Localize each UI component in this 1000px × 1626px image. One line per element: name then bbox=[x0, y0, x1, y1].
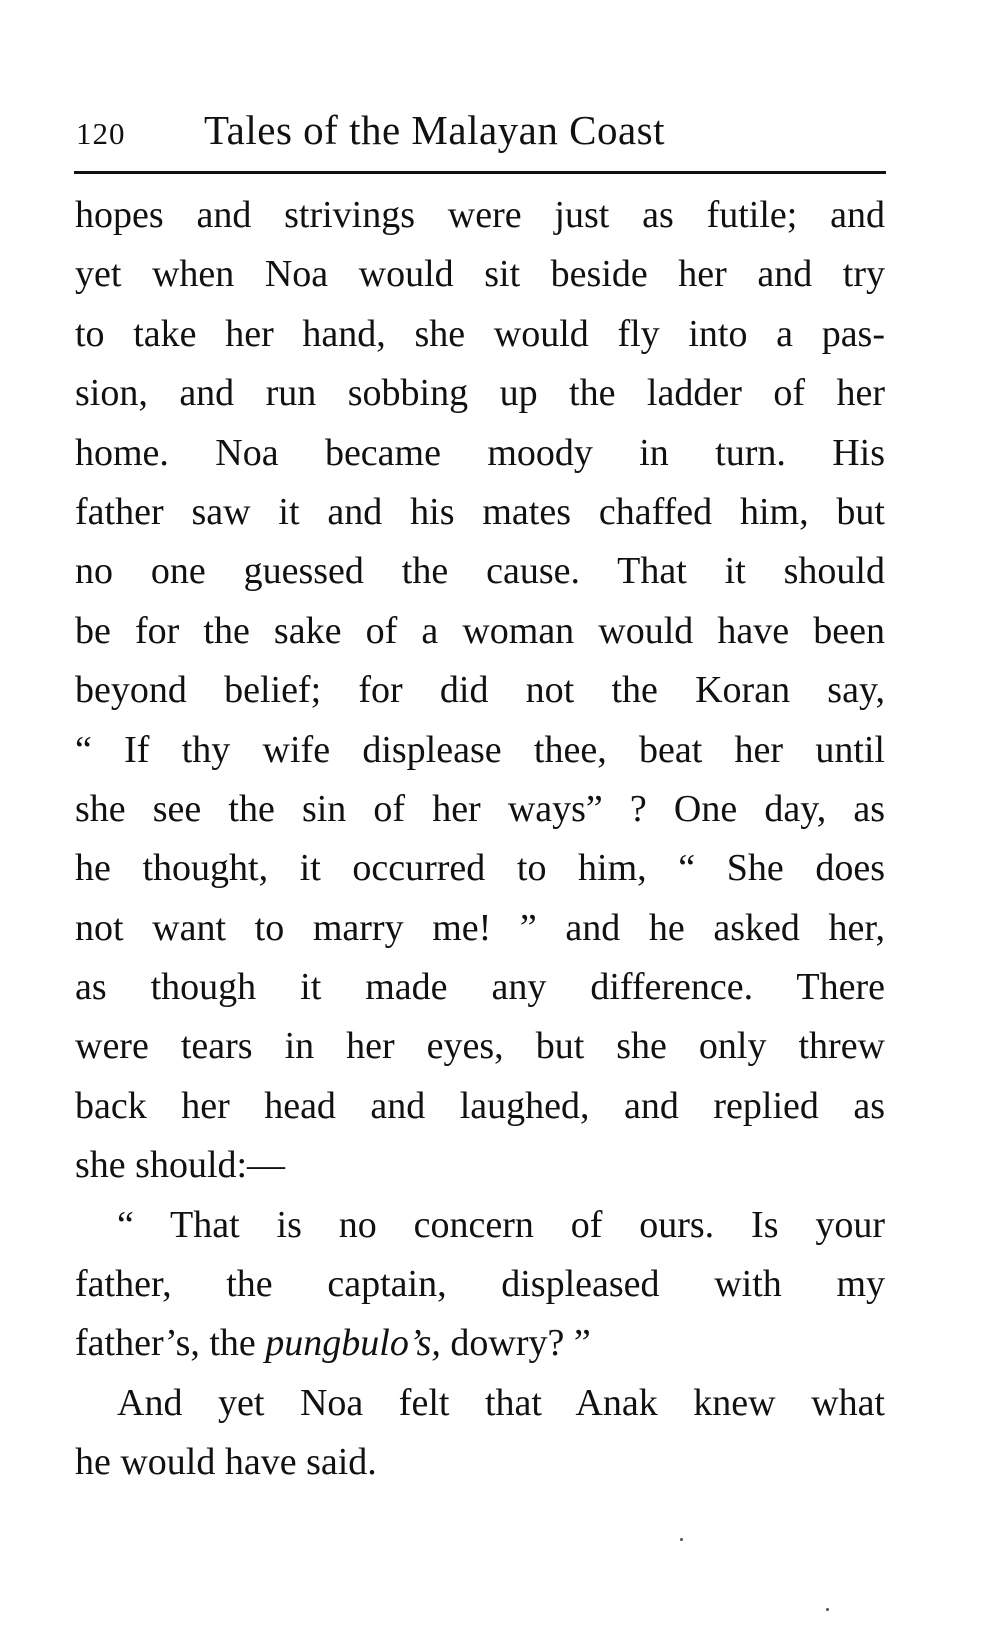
text-line: sion, and run sobbing up the ladder of her bbox=[75, 372, 885, 415]
paper-speck bbox=[680, 1538, 683, 1541]
text-line: “ If thy wife displease thee, beat her until bbox=[75, 728, 885, 771]
text-line: home. Noa became moody in turn. His bbox=[75, 431, 885, 474]
text-line bbox=[75, 1314, 885, 1373]
book-title: Tales of the Malayan Coast bbox=[204, 107, 665, 153]
text-line: beyond belief; for did not the Koran say, bbox=[75, 669, 885, 712]
text-line: as though it made any difference. There bbox=[75, 966, 885, 1009]
text-line: she should:— bbox=[75, 1144, 286, 1187]
running-head bbox=[76, 100, 886, 160]
text-line: father saw it and his mates chaffed him, but bbox=[75, 490, 885, 533]
text-line: not want to marry me! ” and he asked her, bbox=[75, 906, 885, 949]
text-line: And yet Noa felt that Anak knew what bbox=[117, 1381, 885, 1424]
text-line: he would have said. bbox=[75, 1441, 377, 1484]
paper-speck bbox=[826, 1608, 829, 1611]
text-segment: dowry? ” bbox=[440, 1322, 591, 1365]
page-number: 120 bbox=[76, 116, 126, 151]
text-line: to take her hand, she would fly into a pas- bbox=[75, 312, 885, 355]
text-line: hopes and strivings were just as futile; and bbox=[75, 194, 885, 236]
text-line: father, the captain, displeased with my bbox=[75, 1263, 885, 1306]
text-segment: father’s, the bbox=[75, 1322, 266, 1365]
text-line: “ That is no concern of ours. Is your bbox=[117, 1203, 885, 1246]
text-line: were tears in her eyes, but she only threw bbox=[75, 1025, 885, 1068]
text-line: be for the sake of a woman would have been bbox=[75, 609, 885, 652]
italic-word: pungbulo’s, bbox=[265, 1322, 441, 1365]
text-line: back her head and laughed, and replied as bbox=[75, 1084, 885, 1127]
text-line: he thought, it occurred to him, “ She does bbox=[75, 847, 885, 890]
text-line: yet when Noa would sit beside her and try bbox=[75, 253, 885, 296]
body-text bbox=[75, 186, 885, 1493]
text-line: she see the sin of her ways” ? One day, as bbox=[75, 787, 885, 830]
text-line: no one guessed the cause. That it should bbox=[75, 550, 885, 593]
header-rule bbox=[74, 171, 886, 174]
